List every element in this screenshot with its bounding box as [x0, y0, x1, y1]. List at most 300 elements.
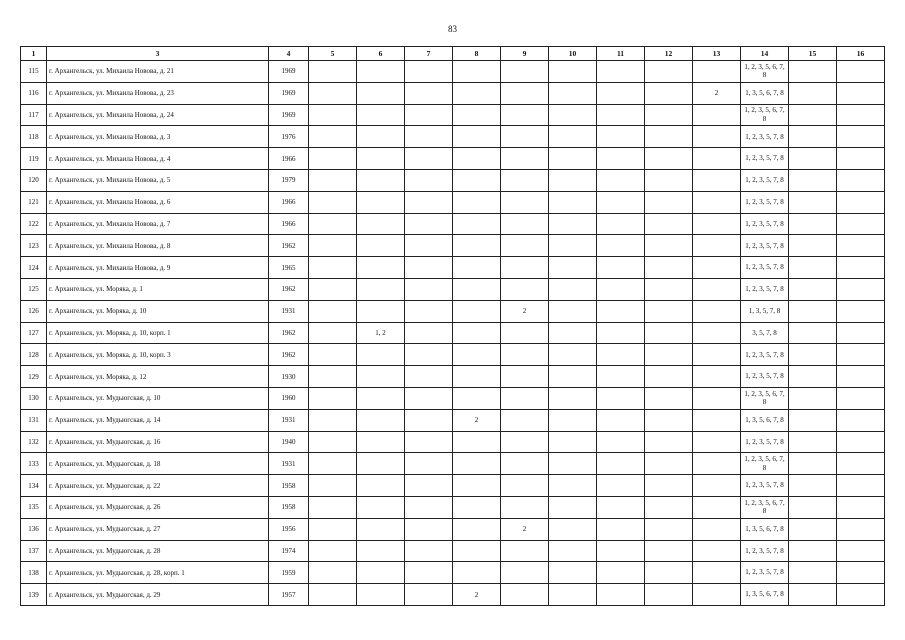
row-number: 130	[21, 387, 47, 409]
col-10-cell	[549, 344, 597, 366]
row-number: 124	[21, 257, 47, 279]
col-14-cell: 1, 3, 5, 6, 7, 8	[741, 584, 789, 606]
col-7-cell	[405, 322, 453, 344]
col-8-cell	[453, 344, 501, 366]
address-cell: г. Архангельск, ул. Мудьюгская, д. 10	[47, 387, 269, 409]
col-16-cell	[837, 257, 885, 279]
table-row	[21, 431, 885, 453]
row-number: 117	[21, 104, 47, 126]
table-row	[21, 496, 885, 518]
col-5-cell	[309, 540, 357, 562]
col-13-cell	[693, 518, 741, 540]
column-header-row	[21, 47, 885, 61]
col-6-cell	[357, 453, 405, 475]
table-row	[21, 322, 885, 344]
col-16-cell	[837, 278, 885, 300]
col-7-cell	[405, 61, 453, 83]
col-13-cell	[693, 126, 741, 148]
address-cell: г. Архангельск, ул. Михаила Новова, д. 23	[47, 82, 269, 104]
column-header: 4	[269, 47, 309, 61]
col-8-cell	[453, 278, 501, 300]
col-14-cell: 1, 2, 3, 5, 7, 8	[741, 148, 789, 170]
col-16-cell	[837, 584, 885, 606]
col-10-cell	[549, 169, 597, 191]
col-7-cell	[405, 191, 453, 213]
col-6-cell	[357, 409, 405, 431]
col-15-cell	[789, 191, 837, 213]
col-9-cell	[501, 562, 549, 584]
col-8-cell	[453, 431, 501, 453]
col-13-cell	[693, 191, 741, 213]
row-number: 125	[21, 278, 47, 300]
col-12-cell	[645, 300, 693, 322]
col-8-cell	[453, 191, 501, 213]
col-16-cell	[837, 148, 885, 170]
col-15-cell	[789, 409, 837, 431]
col-10-cell	[549, 584, 597, 606]
column-header: 3	[47, 47, 269, 61]
address-cell: г. Архангельск, ул. Мудьюгская, д. 29	[47, 584, 269, 606]
col-8-cell	[453, 235, 501, 257]
col-11-cell	[597, 387, 645, 409]
col-13-cell	[693, 540, 741, 562]
col-9-cell	[501, 540, 549, 562]
address-cell: г. Архангельск, ул. Мудьюгская, д. 18	[47, 453, 269, 475]
col-15-cell	[789, 278, 837, 300]
col-6-cell	[357, 300, 405, 322]
col-9-cell	[501, 475, 549, 497]
table-row	[21, 344, 885, 366]
col-15-cell	[789, 257, 837, 279]
table-row	[21, 257, 885, 279]
year-cell: 1940	[269, 431, 309, 453]
col-12-cell	[645, 366, 693, 388]
col-15-cell	[789, 584, 837, 606]
col-8-cell	[453, 213, 501, 235]
col-5-cell	[309, 409, 357, 431]
col-8-cell	[453, 387, 501, 409]
col-11-cell	[597, 562, 645, 584]
column-header: 12	[645, 47, 693, 61]
col-16-cell	[837, 453, 885, 475]
col-10-cell	[549, 431, 597, 453]
col-9-cell	[501, 213, 549, 235]
col-12-cell	[645, 431, 693, 453]
year-cell: 1969	[269, 82, 309, 104]
col-6-cell	[357, 126, 405, 148]
col-15-cell	[789, 104, 837, 126]
address-cell: г. Архангельск, ул. Мудьюгская, д. 27	[47, 518, 269, 540]
col-5-cell	[309, 300, 357, 322]
col-5-cell	[309, 366, 357, 388]
col-9-cell	[501, 387, 549, 409]
row-number: 115	[21, 61, 47, 83]
year-cell: 1931	[269, 453, 309, 475]
col-7-cell	[405, 475, 453, 497]
col-12-cell	[645, 278, 693, 300]
row-number: 116	[21, 82, 47, 104]
address-cell: г. Архангельск, ул. Мудьюгская, д. 22	[47, 475, 269, 497]
address-cell: г. Архангельск, ул. Моряка, д. 10, корп. 3	[47, 344, 269, 366]
col-10-cell	[549, 540, 597, 562]
table-row	[21, 104, 885, 126]
year-cell: 1956	[269, 518, 309, 540]
col-15-cell	[789, 126, 837, 148]
year-cell: 1969	[269, 104, 309, 126]
address-cell: г. Архангельск, ул. Михаила Новова, д. 24	[47, 104, 269, 126]
row-number: 126	[21, 300, 47, 322]
col-13-cell	[693, 322, 741, 344]
table-row	[21, 475, 885, 497]
year-cell: 1969	[269, 61, 309, 83]
col-16-cell	[837, 387, 885, 409]
col-11-cell	[597, 540, 645, 562]
column-header: 16	[837, 47, 885, 61]
row-number: 127	[21, 322, 47, 344]
col-13-cell	[693, 409, 741, 431]
col-9-cell	[501, 431, 549, 453]
col-15-cell	[789, 235, 837, 257]
col-8-cell	[453, 518, 501, 540]
col-5-cell	[309, 61, 357, 83]
row-number: 122	[21, 213, 47, 235]
col-14-cell: 1, 2, 3, 5, 7, 8	[741, 475, 789, 497]
table-row	[21, 82, 885, 104]
housing-register-table	[20, 46, 885, 606]
col-13-cell	[693, 584, 741, 606]
col-16-cell	[837, 82, 885, 104]
col-8-cell	[453, 257, 501, 279]
col-8-cell	[453, 322, 501, 344]
col-9-cell	[501, 453, 549, 475]
col-15-cell	[789, 148, 837, 170]
col-14-cell: 1, 2, 3, 5, 6, 7, 8	[741, 453, 789, 475]
column-header: 7	[405, 47, 453, 61]
col-14-cell: 1, 3, 5, 6, 7, 8	[741, 409, 789, 431]
col-16-cell	[837, 126, 885, 148]
col-13-cell	[693, 104, 741, 126]
col-8-cell	[453, 496, 501, 518]
col-10-cell	[549, 82, 597, 104]
col-14-cell: 1, 2, 3, 5, 7, 8	[741, 431, 789, 453]
address-cell: г. Архангельск, ул. Михаила Новова, д. 3	[47, 126, 269, 148]
col-6-cell	[357, 518, 405, 540]
col-5-cell	[309, 584, 357, 606]
col-14-cell: 1, 2, 3, 5, 6, 7, 8	[741, 61, 789, 83]
year-cell: 1958	[269, 496, 309, 518]
col-9-cell: 2	[501, 300, 549, 322]
col-6-cell	[357, 540, 405, 562]
col-8-cell	[453, 475, 501, 497]
col-16-cell	[837, 169, 885, 191]
col-16-cell	[837, 366, 885, 388]
col-16-cell	[837, 104, 885, 126]
col-8-cell: 2	[453, 409, 501, 431]
col-8-cell	[453, 61, 501, 83]
col-14-cell: 1, 2, 3, 5, 7, 8	[741, 562, 789, 584]
col-7-cell	[405, 540, 453, 562]
year-cell: 1966	[269, 213, 309, 235]
col-15-cell	[789, 169, 837, 191]
col-5-cell	[309, 453, 357, 475]
page-number: 83	[448, 24, 457, 34]
address-cell: г. Архангельск, ул. Мудьюгская, д. 28, корп. 1	[47, 562, 269, 584]
row-number: 135	[21, 496, 47, 518]
col-5-cell	[309, 148, 357, 170]
col-6-cell	[357, 431, 405, 453]
row-number: 129	[21, 366, 47, 388]
col-7-cell	[405, 235, 453, 257]
col-8-cell: 2	[453, 584, 501, 606]
address-cell: г. Архангельск, ул. Моряка, д. 12	[47, 366, 269, 388]
col-11-cell	[597, 169, 645, 191]
col-6-cell: 1, 2	[357, 322, 405, 344]
col-7-cell	[405, 257, 453, 279]
col-15-cell	[789, 366, 837, 388]
col-9-cell	[501, 278, 549, 300]
col-9-cell	[501, 82, 549, 104]
address-cell: г. Архангельск, ул. Михаила Новова, д. 6	[47, 191, 269, 213]
col-10-cell	[549, 300, 597, 322]
table-row	[21, 191, 885, 213]
col-11-cell	[597, 257, 645, 279]
col-6-cell	[357, 366, 405, 388]
col-11-cell	[597, 235, 645, 257]
col-12-cell	[645, 540, 693, 562]
col-10-cell	[549, 453, 597, 475]
col-8-cell	[453, 148, 501, 170]
address-cell: г. Архангельск, ул. Моряка, д. 10, корп. 1	[47, 322, 269, 344]
column-header: 6	[357, 47, 405, 61]
year-cell: 1965	[269, 257, 309, 279]
col-12-cell	[645, 257, 693, 279]
col-5-cell	[309, 191, 357, 213]
col-12-cell	[645, 453, 693, 475]
col-14-cell: 1, 2, 3, 5, 6, 7, 8	[741, 496, 789, 518]
col-12-cell	[645, 104, 693, 126]
col-13-cell	[693, 257, 741, 279]
col-15-cell	[789, 562, 837, 584]
col-16-cell	[837, 496, 885, 518]
col-5-cell	[309, 213, 357, 235]
col-7-cell	[405, 169, 453, 191]
column-header: 8	[453, 47, 501, 61]
col-6-cell	[357, 562, 405, 584]
col-6-cell	[357, 82, 405, 104]
col-11-cell	[597, 496, 645, 518]
col-12-cell	[645, 344, 693, 366]
col-15-cell	[789, 475, 837, 497]
col-6-cell	[357, 387, 405, 409]
col-9-cell	[501, 322, 549, 344]
col-10-cell	[549, 366, 597, 388]
col-15-cell	[789, 387, 837, 409]
col-8-cell	[453, 562, 501, 584]
col-11-cell	[597, 61, 645, 83]
row-number: 134	[21, 475, 47, 497]
col-11-cell	[597, 213, 645, 235]
address-cell: г. Архангельск, ул. Михаила Новова, д. 7	[47, 213, 269, 235]
table-row	[21, 300, 885, 322]
col-10-cell	[549, 104, 597, 126]
col-13-cell	[693, 344, 741, 366]
col-7-cell	[405, 453, 453, 475]
col-9-cell	[501, 191, 549, 213]
row-number: 132	[21, 431, 47, 453]
col-8-cell	[453, 366, 501, 388]
col-8-cell	[453, 104, 501, 126]
col-13-cell	[693, 278, 741, 300]
col-7-cell	[405, 409, 453, 431]
col-7-cell	[405, 518, 453, 540]
row-number: 119	[21, 148, 47, 170]
col-11-cell	[597, 191, 645, 213]
year-cell: 1957	[269, 584, 309, 606]
col-16-cell	[837, 235, 885, 257]
year-cell: 1974	[269, 540, 309, 562]
year-cell: 1958	[269, 475, 309, 497]
col-5-cell	[309, 518, 357, 540]
table-row	[21, 366, 885, 388]
col-12-cell	[645, 322, 693, 344]
col-11-cell	[597, 82, 645, 104]
col-7-cell	[405, 148, 453, 170]
col-9-cell: 2	[501, 518, 549, 540]
col-13-cell	[693, 213, 741, 235]
col-15-cell	[789, 322, 837, 344]
col-9-cell	[501, 344, 549, 366]
col-10-cell	[549, 126, 597, 148]
year-cell: 1966	[269, 191, 309, 213]
col-12-cell	[645, 235, 693, 257]
col-12-cell	[645, 213, 693, 235]
col-16-cell	[837, 409, 885, 431]
col-10-cell	[549, 148, 597, 170]
col-7-cell	[405, 278, 453, 300]
table-row	[21, 278, 885, 300]
col-5-cell	[309, 257, 357, 279]
col-15-cell	[789, 82, 837, 104]
col-7-cell	[405, 584, 453, 606]
row-number: 123	[21, 235, 47, 257]
address-cell: г. Архангельск, ул. Моряка, д. 10	[47, 300, 269, 322]
col-10-cell	[549, 213, 597, 235]
col-13-cell	[693, 387, 741, 409]
address-cell: г. Архангельск, ул. Михаила Новова, д. 8	[47, 235, 269, 257]
col-8-cell	[453, 126, 501, 148]
col-6-cell	[357, 213, 405, 235]
col-5-cell	[309, 496, 357, 518]
col-11-cell	[597, 431, 645, 453]
col-13-cell	[693, 431, 741, 453]
column-header: 11	[597, 47, 645, 61]
col-8-cell	[453, 540, 501, 562]
year-cell: 1962	[269, 322, 309, 344]
col-14-cell: 1, 3, 5, 6, 7, 8	[741, 518, 789, 540]
row-number: 131	[21, 409, 47, 431]
column-header: 13	[693, 47, 741, 61]
col-10-cell	[549, 61, 597, 83]
row-number: 128	[21, 344, 47, 366]
column-header: 14	[741, 47, 789, 61]
col-5-cell	[309, 387, 357, 409]
column-header: 9	[501, 47, 549, 61]
col-6-cell	[357, 344, 405, 366]
row-number: 133	[21, 453, 47, 475]
col-11-cell	[597, 300, 645, 322]
year-cell: 1962	[269, 278, 309, 300]
address-cell: г. Архангельск, ул. Мудьюгская, д. 28	[47, 540, 269, 562]
col-13-cell	[693, 235, 741, 257]
col-15-cell	[789, 453, 837, 475]
col-8-cell	[453, 453, 501, 475]
col-14-cell: 1, 3, 5, 6, 7, 8	[741, 82, 789, 104]
col-11-cell	[597, 278, 645, 300]
col-13-cell	[693, 169, 741, 191]
col-14-cell: 1, 2, 3, 5, 7, 8	[741, 278, 789, 300]
col-12-cell	[645, 584, 693, 606]
table-body	[21, 61, 885, 606]
col-5-cell	[309, 322, 357, 344]
col-7-cell	[405, 366, 453, 388]
col-14-cell: 1, 2, 3, 5, 7, 8	[741, 366, 789, 388]
table-row	[21, 387, 885, 409]
address-cell: г. Архангельск, ул. Михаила Новова, д. 9	[47, 257, 269, 279]
year-cell: 1960	[269, 387, 309, 409]
table-row	[21, 409, 885, 431]
col-16-cell	[837, 300, 885, 322]
column-header: 15	[789, 47, 837, 61]
column-header: 5	[309, 47, 357, 61]
address-cell: г. Архангельск, ул. Моряка, д. 1	[47, 278, 269, 300]
col-10-cell	[549, 387, 597, 409]
col-7-cell	[405, 562, 453, 584]
col-14-cell: 1, 2, 3, 5, 7, 8	[741, 344, 789, 366]
col-15-cell	[789, 213, 837, 235]
address-cell: г. Архангельск, ул. Мудьюгская, д. 16	[47, 431, 269, 453]
col-13-cell	[693, 300, 741, 322]
col-8-cell	[453, 82, 501, 104]
col-6-cell	[357, 235, 405, 257]
col-7-cell	[405, 344, 453, 366]
col-12-cell	[645, 475, 693, 497]
col-15-cell	[789, 518, 837, 540]
col-7-cell	[405, 82, 453, 104]
col-11-cell	[597, 409, 645, 431]
col-5-cell	[309, 431, 357, 453]
col-14-cell: 1, 2, 3, 5, 6, 7, 8	[741, 387, 789, 409]
col-9-cell	[501, 126, 549, 148]
col-13-cell	[693, 148, 741, 170]
col-6-cell	[357, 169, 405, 191]
col-10-cell	[549, 322, 597, 344]
col-16-cell	[837, 540, 885, 562]
col-9-cell	[501, 235, 549, 257]
col-15-cell	[789, 300, 837, 322]
col-5-cell	[309, 169, 357, 191]
col-14-cell: 1, 3, 5, 7, 8	[741, 300, 789, 322]
table-row	[21, 169, 885, 191]
address-cell: г. Архангельск, ул. Михаила Новова, д. 4	[47, 148, 269, 170]
year-cell: 1931	[269, 409, 309, 431]
col-6-cell	[357, 257, 405, 279]
col-5-cell	[309, 278, 357, 300]
col-10-cell	[549, 475, 597, 497]
col-16-cell	[837, 191, 885, 213]
col-5-cell	[309, 562, 357, 584]
col-11-cell	[597, 475, 645, 497]
row-number: 136	[21, 518, 47, 540]
